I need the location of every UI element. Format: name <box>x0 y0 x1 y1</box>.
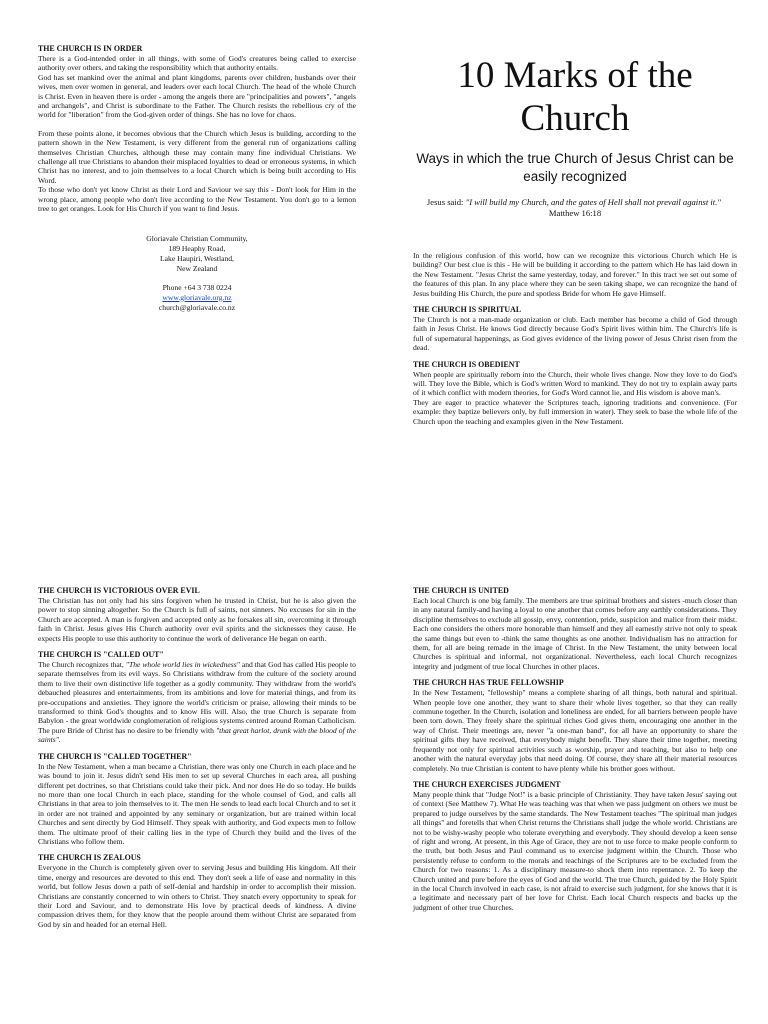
paragraph: The Church is not a man-made organization or club. Each member has become a child of God through faith in Jesus Christ. He knows God directly because God's Spirit lives within him. The Church's life is full of supernatural happenings, as God gives evidence of the living power of Jesus Christ risen from the dead. <box>413 315 737 353</box>
paragraph: They are eager to practice whatever the Scriptures teach, ignoring traditions and convenience. (For example: they baptize believers only, by full immersion in water). They seek to base the whole life of the Church upon the teaching and examples given in the New Testament. <box>413 397 737 426</box>
address-line: New Zealand <box>176 263 218 273</box>
section-heading: THE CHURCH IS VICTORIOUS OVER EVIL <box>38 586 200 595</box>
address-line: Lake Haupiri, Westland, <box>160 253 234 263</box>
section-heading: THE CHURCH EXERCISES JUDGMENT <box>413 779 561 789</box>
address-line: Gloriavale Christian Community, <box>146 233 248 243</box>
email-address: church@gloriavale.co.nz <box>158 302 236 312</box>
section-heading: THE CHURCH IS "CALLED OUT" <box>38 650 164 660</box>
paragraph: God has set mankind over the animal and plant kingdoms, parents over children, husbands over their wives, men over women in general, and leaders over each local Church. The head of the whole Church is Christ. Even in heaven there is order - among the angels there are "principalities and powers", "angels and archangels", and Christ is subordinate to the Father. The Church resists the rebellious cry of the world for "liberation" from the God-given order of things. She has no love for chaos. <box>38 72 356 120</box>
website-link[interactable]: www.gloriavale.org.nz <box>162 292 232 302</box>
scripture-quote <box>413 197 737 219</box>
section-heading: THE CHURCH IS "CALLED TOGETHER" <box>38 751 192 761</box>
text-run: and that God has called His people to separate themselves from its evil ways. So Christians withdraw from the culture of the society around them to live their own distinctive life together as a godly community. They withdraw from the world's debauched pleasures and entertainments, from its ambitions and love for material things, and from its pre-occupations and anxieties. They ignore the world's criticism or praise, allowing their minds to be transformed to think God's thoughts and to know His will. Also, the true Church is separate from Babylon - the great worldwide conglomeration of religious systems centred around Roman Catholicism. The pure Bride of Christ has no desire to be friendly with <box>38 660 356 735</box>
section-heading: THE CHURCH IS OBEDIENT <box>413 359 520 369</box>
paragraph: The Christian has not only had his sins forgiven when he trusted in Christ, but he is also given the power to stop sinning altogether. So the Church is full of saints, not sinners. No excuses for sin in the Church are accepted. A man is forgiven and accepted only as he forsakes all sin, overcoming it through faith in Christ. Jesus gives His Church authority over evil spirits and the sicknesses they cause. He expects His people to use this authority to continue the work of deliverance He began on earth. <box>38 596 356 643</box>
paragraph: Everyone in the Church is completely given over to serving Jesus and building His kingdom. All their time, energy and resources are devoted to this end. They don't seek a life of ease and normality in this world, but follow Jesus down a path of self-denial and hardship in order to accomplish their mission. Christians are constantly concerned to win others to Christ. They snatch every opportunity to speak for their Lord and Saviour, and to demonstrate His love by practical deeds of kindness. A divine compassion drives them, for they know that the people around them without Christ are separated from God by sin and headed for an eternal Hell. <box>38 863 356 929</box>
paragraph: Each local Church is one big family. The members are true spiritual brothers and sisters -much closer than in any natural family-and having a loyal to one another that comes before any earthly considerations. They discipline themselves to exclude all gossip, envy, contention, pride, suspicion and malice from their midst. Each one considers the others more honorable than himself and they all earnestly strive not only to speak the same things but even to -think the same thoughts as one another. Individualism has no attraction for them, for all are being remade in the image of Christ. In the New Testament, the unity between local Churches is spiritual and informal, not organizational. Nevertheless, each local Church recognizes integrity and judgment of true local Churches in other places. <box>413 596 737 671</box>
quoted-scripture: "that great harlot, drunk with the blood of the saints". <box>38 725 356 745</box>
paragraph: To those who don't yet know Christ as their Lord and Saviour we say this - Don't look for Him in the wrong place, among people who don't live according to the New Testament. You don't go to a lemon tree to get oranges. Look for His Church if you want to find Jesus. <box>38 185 356 214</box>
paragraph <box>38 660 356 745</box>
quote-text: "I will build my Church, and the gates of Hell shall not prevail against it." <box>465 197 721 207</box>
section-heading: THE CHURCH IS UNITED <box>413 586 509 595</box>
text-run: The Church recognizes that, <box>38 660 126 670</box>
section-heading: THE CHURCH IS IN ORDER <box>38 44 143 53</box>
address-line: 189 Heaphy Road, <box>168 243 226 253</box>
page-title: 10 Marks of the Church <box>457 55 693 139</box>
panel-top-left <box>38 44 356 313</box>
panel-bottom-left <box>38 586 356 929</box>
quoted-scripture: "The whole world lies in wickedness" <box>125 660 240 670</box>
quote-reference: Matthew 16:18 <box>548 208 602 218</box>
panel-top-right <box>413 44 737 426</box>
paragraph: From these points alone, it becomes obvious that the Church which Jesus is building, according to the pattern shown in the New Testament, is very different from the general run of organizations calling themselves Christian Churches, although these may contain many fine individual Christians. We challenge all true Christians to abandon their misplaced loyalties to dead or erroneous systems, in which Christ has no interest, and to join themselves to a local Church which is being built according to His Word. <box>38 128 356 185</box>
panel-bottom-right <box>413 586 737 912</box>
paragraph: There is a God-intended order in all things, with some of God's creatures being called to exercise authority over others, and taking the responsibility which that authority entails. <box>38 54 356 73</box>
phone-number: Phone +64 3 738 0224 <box>162 282 232 292</box>
intro-paragraph: In the religious confusion of this world, how can we recognize this victorious Church which He is building? Our best clue is this - He will be building it according to the pattern which He has laid down in the New Testament. "Jesus Christ the same yesterday, today, and forever." In this tract we set out some of the features of this plan. In any place where they can be seen taking shape, we can recognize the hand of Jesus building His Church, the pure and spotless Bride for whom He gave Himself. <box>413 251 737 298</box>
paragraph: In the New Testament, when a man became a Christian, there was only one Church in each place and he was bound to join it. Jesus didn't send His men to set up several Churches in each area, all pushing different pet doctrines, so that Christians could take their pick. And nor does He do so today. He builds no more than one local Church in each place, standing for the whole counsel of God, and calls all Christians in that area to join themselves to it. The men He sends to lead each local Church and to set it in order are not trained and appointed by any seminary or organization, but are trained within local Churches and sent directly by God Himself. They speak with authority, and God expects men to follow them. The ultimate proof of their calling lies in the type of Church they build and the lives of the Christians who follow them. <box>38 761 356 846</box>
paragraph: Many people think that "Judge Not!" is a basic principle of Christianity. They have taken Jesus' saying out of context (See Matthew 7). What He was teaching was that when we pass judgment on others we must be prepared to judge ourselves by the same standards. The New Testament teaches "The spiritual man judges all things" and foretells that when Christ returns the Christians shall judge the whole world. Christians are not to be wishy-washy people who tolerate everything and everybody. They should develop a keen sense of right and wrong. At present, in this Age of Grace, they are not to use force to make people conform to the truth, but both Jesus and Paul command us to exercise judgment within the Church. Those who persistently refuse to conform to the morals and teachings of the Scriptures are to be excluded from the Church for two reasons: 1. As a disciplinary measure-to shock them into repentance. 2. To keep the Church united and pure before the eyes of God and the world. The true Church, guided by the Holy Spirit in the local Church involved in each case, is not afraid to exercise such judgment, for she knows that it is a legitimate and necessary part of her love for Christ. Each local Church respects and backs up the judgment of other true Churches. <box>413 789 737 912</box>
section-heading: THE CHURCH IS SPIRITUAL <box>413 305 522 315</box>
subtitle: Ways in which the true Church of Jesus Christ can be easily recognized <box>416 151 734 184</box>
contact-address <box>38 234 356 313</box>
paragraph: When people are spiritually reborn into the Church, their whole lives change. Now they love to do God's will. They love the Bible, which is God's written Word to mankind. They do not try to explain away parts of it which conflict with modern theories, for God's Word cannot lie, and His wisdom is above man's. <box>413 369 737 398</box>
section-heading: THE CHURCH IS ZEALOUS <box>38 853 141 863</box>
section-heading: THE CHURCH HAS TRUE FELLOWSHIP <box>413 678 564 688</box>
paragraph: In the New Testament, "fellowship" means a complete sharing of all things, both natural and spiritual. When people love one another, they want to share their whole lives together, so that they can really commune together. In the Church, isolation and loneliness are ended, for all barriers between people have been torn down. They freely share the spiritual riches God gives them, encouraging one another in the way of Christ. Their meetings are, never "a one-man band", for all have an opportunity to share the spiritual gifts they have received, that everybody might benefit. They share their time together, meeting frequently not only for spiritual activities such as worship, prayer and teaching, but also to help one another with the natural everyday jobs that need doing. Of course, they share all their material resources completely. No true Christian is content to have plenty while his brother goes without. <box>413 688 737 773</box>
quote-prefix: Jesus said: <box>426 197 466 207</box>
